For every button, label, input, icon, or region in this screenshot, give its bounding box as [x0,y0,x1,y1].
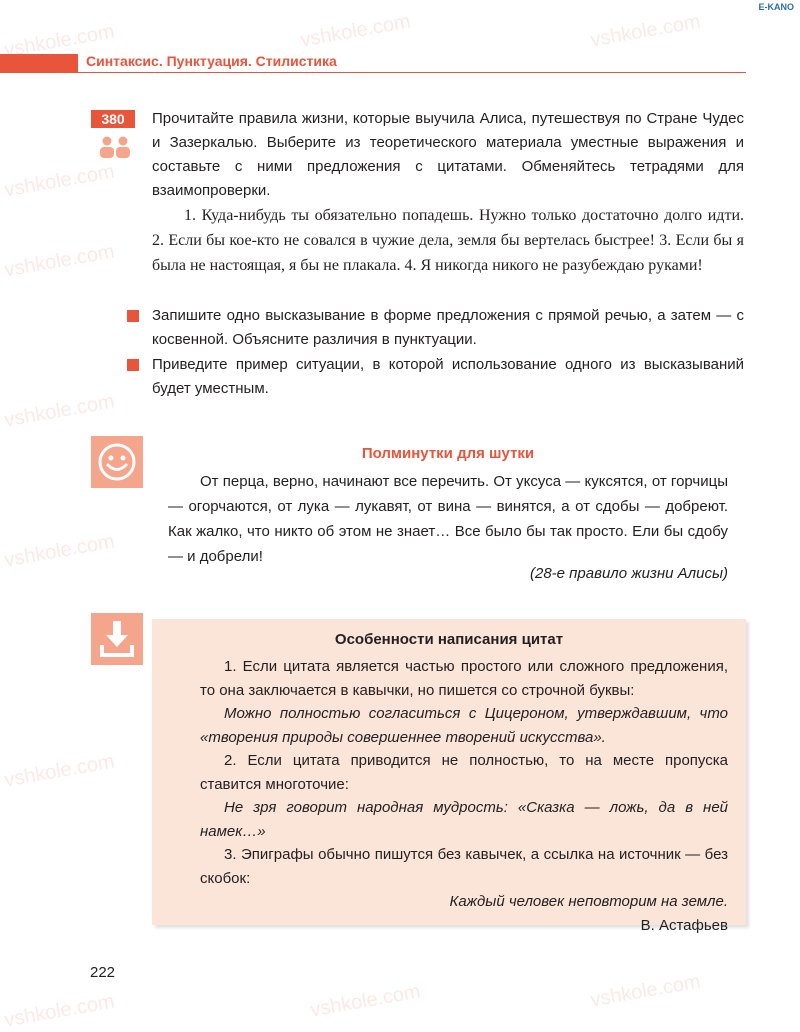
task-marker [127,359,139,371]
rule-point-2: 2. Если цитата приводится не полностью, то на месте пропуска ставится многоточие: [200,752,728,793]
watermark: vshkole.com [2,990,117,1032]
exercise-instruction: Прочитайте правила жизни, которые выучила Алиса, путешествуя по Стране Чудес и Зазеркалью. Выберите из теоретического материала уместные выражения и составьте с ними предложения с цитатами. Обменяйтесь тетрадями для взаимопроверки. [152,110,744,199]
watermark: vshkole.com [2,160,117,202]
task-2: Приведите пример ситуации, в которой использование одного из высказываний будет уместным. [152,356,744,397]
rule-body [200,655,728,937]
joke-source: (28-е правило жизни Алисы) [529,565,728,582]
task-marker [127,310,139,322]
download-icon [91,613,143,665]
alice-quotes: 1. Куда-нибудь ты обязательно попадешь. Нужно только достаточно долго идти. 2. Если бы кое-кто не совался в чужие дела, земля бы вертелась быстрее! 3. Если бы я была не настоящая, я бы не плакала. 4. Я никогда никого не разубеждаю руками! [152,207,744,274]
joke-title: Полминутки для шутки [361,445,535,462]
header-accent-bar [0,54,78,73]
watermark: vshkole.com [2,750,117,792]
rule-point-3: 3. Эпиграфы обычно пишутся без кавычек, а ссылка на источник — без скобок: [200,846,728,887]
rule-example-1: Можно полностью согласиться с Цицероном, утверждавшим, что «творения природы совершеннее творений искусства». [200,705,728,746]
exercise-number: 380 [91,110,135,128]
rule-box [152,619,746,934]
pair-work-icon [99,136,131,158]
watermark: vshkole.com [588,10,703,52]
epigraph-author: В. Астафьев [640,916,728,934]
chapter-title: Синтаксис. Пунктуация. Стилистика [86,53,337,69]
watermark: vshkole.com [2,240,117,282]
publisher-logo: E-KANO [758,2,794,12]
page-number: 222 [90,964,116,981]
watermark: vshkole.com [2,530,117,572]
joke-text: От перца, верно, начинают все перечить. От уксуса — куксятся, от горчицы — огорчаются, от лука — лукавят, от вина — винятся, а от сдобы — добреют. Как жалко, что никто об этом не знает… Все было бы так просто. Ели бы сдобу — и добрели! [168,473,728,565]
rule-point-1: 1. Если цитата является частью простого или сложного предложения, то она заключается в кавычки, но пишется со строчной буквы: [200,658,728,699]
smile-icon [91,436,143,488]
watermark: vshkole.com [588,970,703,1012]
epigraph: Каждый человек неповторим на земле. [449,893,728,910]
watermark: vshkole.com [298,10,413,52]
rule-title: Особенности написания цитат [334,631,564,648]
watermark: vshkole.com [2,390,117,432]
task-1: Запишите одно высказывание в форме предложения с прямой речью, а затем — с косвенной. Объясните различия в пунктуации. [152,307,744,348]
watermark: vshkole.com [308,980,423,1022]
watermark: vshkole.com [2,20,117,62]
rule-example-2: Не зря говорит народная мудрость: «Сказка — ложь, да в ней намек…» [200,799,728,840]
header-divider [78,72,746,73]
